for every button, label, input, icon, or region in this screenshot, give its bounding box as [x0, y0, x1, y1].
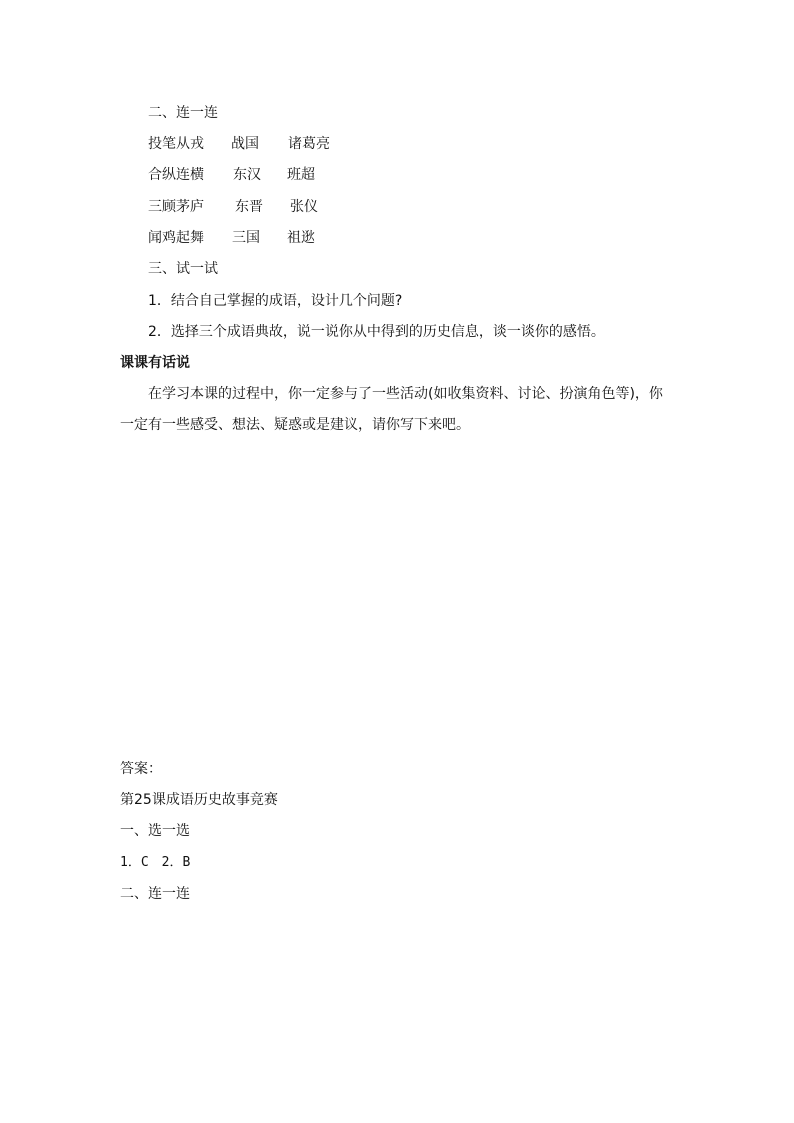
match-person: 班超 — [287, 167, 315, 183]
match-era: 三国 — [232, 230, 260, 246]
match-person: 张仪 — [290, 199, 318, 215]
answers-label: 答案： — [120, 761, 162, 777]
talk-paragraph-line: 一定有一些感受、想法、疑惑或是建议，请你写下来吧。 — [120, 417, 470, 433]
match-person: 诸葛亮 — [288, 136, 330, 152]
try-item: 1．结合自己掌握的成语，设计几个问题? — [148, 293, 403, 309]
try-heading: 三、试一试 — [148, 261, 218, 277]
talk-paragraph-line: 在学习本课的过程中，你一定参与了一些活动(如收集资料、讨论、扮演角色等)，你 — [148, 386, 663, 402]
match-era: 战国 — [231, 136, 259, 152]
match-heading: 二、连一连 — [148, 105, 218, 121]
answers-section1-heading: 一、选一选 — [120, 823, 190, 839]
match-idiom: 合纵连横 — [148, 167, 204, 183]
match-idiom: 投笔从戎 — [148, 136, 204, 152]
match-era: 东汉 — [233, 167, 261, 183]
match-idiom: 闻鸡起舞 — [148, 230, 204, 246]
answers-lesson-title: 第25课成语历史故事竞赛 — [120, 792, 278, 808]
talk-heading: 课课有话说 — [120, 355, 190, 371]
answers-section1-values: 1．C 2．B — [120, 855, 191, 870]
try-item: 2．选择三个成语典故，说一说你从中得到的历史信息，谈一谈你的感悟。 — [148, 324, 605, 340]
match-idiom: 三顾茅庐 — [148, 199, 204, 215]
match-person: 祖逖 — [287, 230, 315, 246]
match-era: 东晋 — [235, 199, 263, 215]
answers-section2-heading: 二、连一连 — [120, 886, 190, 902]
